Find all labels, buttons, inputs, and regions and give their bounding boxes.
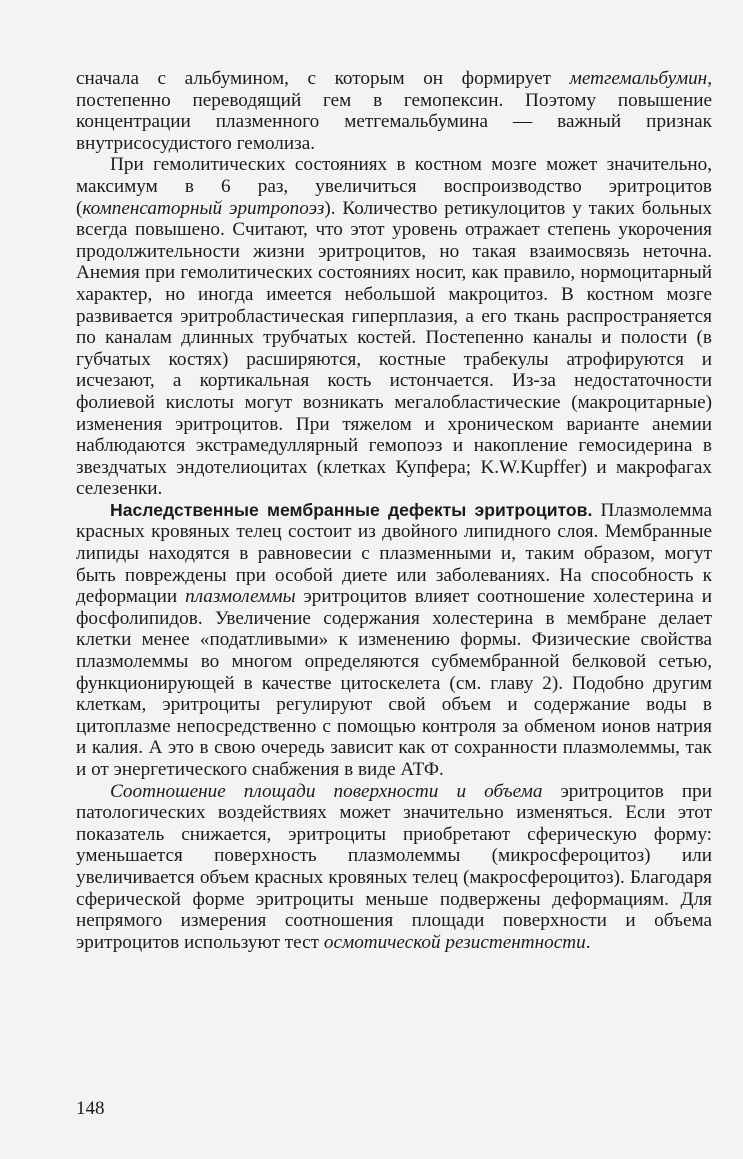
term-osmotic-resistance: осмотической резистентности [323,931,586,953]
paragraph-4-text-a: эритроцитов при патологических воздействиях может значительно изменяться. Если этот показатель снижается, эритроциты приобретают сферическую форму: уменьшается поверхность плазмолеммы (микросфероцитоз) или увеличивается объем красных кровяных телец (макросфероцитоз). Благодаря сферической форме эритроциты меньше подвержены деформациям. Для непрямого измерения соотношения площади поверхности и объема эритроцитов используют тест [76,780,713,953]
term-surface-volume-ratio: Соотношение площади поверхности и объема [110,780,543,802]
term-methemalbumin: метгемальбумин [569,68,708,89]
paragraph-3-text-a: Плазмолемма красных кровяных телец состоит из двойного липидного слоя. Мембранные липиды находятся в равновесии с плазменными и, таким образом, могут быть повреждены при особой диете или заболеваниях. На способность к деформации [76,499,712,608]
paragraph-1-text-a: сначала с альбумином, с которым он формирует [76,68,570,89]
page-number: 148 [76,1098,105,1119]
paragraph-2-text-b: ). Количество ретикулоцитов у таких больных всегда повышено. Считают, что этот уровень отражает степень укорочения продолжительности жизни эритроцитов, но такая взаимосвязь неточна. Анемия при гемолитических состояниях носит, как правило, нормоцитарный характер, но иногда имеется небольшой макроцитоз. В костном мозге развивается эритробластическая гиперплазия, а его ткань распространяется по каналам длинных трубчатых костей. Постепенно каналы и полости (в губчатых костях) расширяются, костные трабекулы атрофируются и исчезают, а кортикальная кость истончается. Из-за недостаточности фолиевой кислоты могут возникать мегалобластические (макроцитарные) изменения эритроцитов. При тяжелом и хроническом варианте анемии наблюдаются экстрамедуллярный гемопоэз и накопление гемосидерина в звездчатых эндотелиоцитах (клетках Купфера; K.W.Kupffer) и макрофагах селезенки. [76,197,712,500]
paragraph-4-text-b: . [585,931,591,953]
body-text [76,68,712,953]
section-heading: Наследственные мембранные дефекты эритроцитов. [110,499,593,520]
paragraph-1 [76,68,712,154]
paragraph-1-text-b: , постепенно переводящий гем в гемопексин. Поэтому повышение концентрации плазменного метгемальбумина — важный признак внутрисосудистого гемолиза. [76,68,712,154]
paragraph-4 [76,781,712,954]
term-plasmolemma: плазмолеммы [185,586,296,608]
paragraph-2 [76,154,712,500]
paragraph-3-text-b: эритроцитов влияет соотношение холестерина и фосфолипидов. Увеличение содержания холестерина в мембране делает клетки менее «податливыми» к изменению формы. Физические свойства плазмолеммы во многом определяются субмембранной белковой сетью, функционирующей в качестве цитоскелета (см. главу 2). Подобно другим клеткам, эритроциты регулируют свой объем и содержание воды в цитоплазме непосредственно с помощью контроля за обменом ионов натрия и калия. А это в свою очередь зависит как от сохранности плазмолеммы, так и от энергетического снабжения в виде АТФ. [76,586,712,780]
paragraph-3 [76,500,712,781]
paragraph-2-text-a: При гемолитических состояниях в костном мозге может значительно, максимум в 6 раз, увеличиться воспроизводство эритроцитов ( [76,154,712,219]
term-compensatory-erythropoiesis: компенсаторный эритропоэз [82,197,325,219]
